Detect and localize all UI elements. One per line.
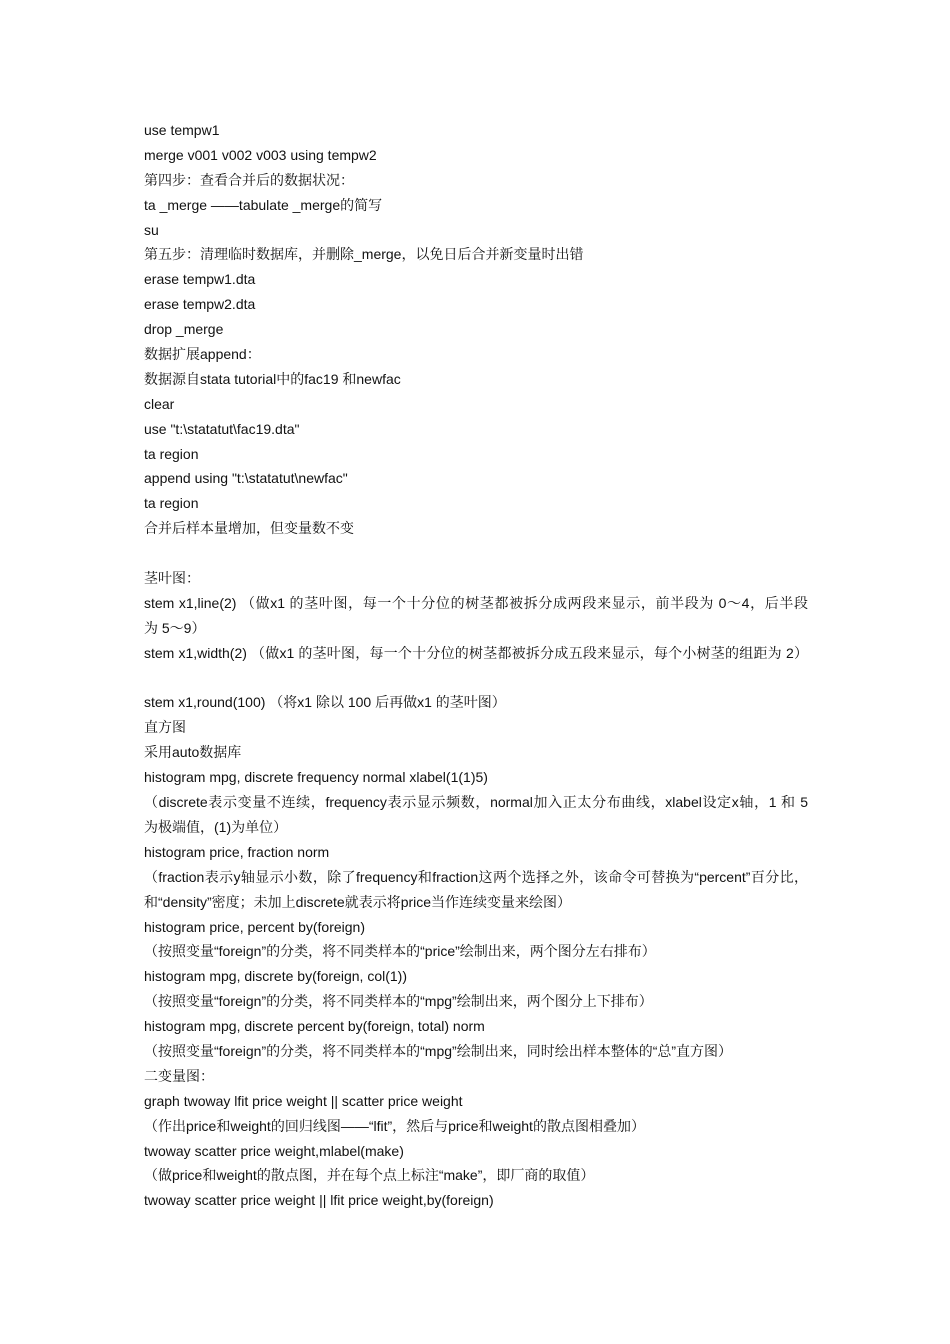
- text-line: 合并后样本量增加，但变量数不变: [144, 520, 354, 537]
- text-line: （fraction表示y轴显示小数，除了frequency和fraction这两个选择之外，该命令可替换为“percent”百分比，: [144, 868, 808, 885]
- text-line: （按照变量“foreign”的分类，将不同类样本的“price”绘制出来，两个图分左右排布）: [144, 943, 656, 960]
- blank-line: [144, 541, 808, 566]
- text-line: histogram mpg, discrete frequency normal xlabel(1(1)5): [144, 769, 488, 786]
- text-line: stem x1,line(2) （做x1 的茎叶图，每一个十分位的树茎都被拆分成两段来显示，前半段为 0～4，后半段: [144, 594, 808, 611]
- text-line: clear: [144, 395, 175, 412]
- section-heading: 茎叶图：: [144, 570, 200, 587]
- text-line: 数据源自stata tutorial中的fac19 和newfac: [144, 370, 401, 387]
- text-line: 为极端值，(1)为单位）: [144, 818, 288, 835]
- text-line: histogram mpg, discrete by(foreign, col(1)): [144, 968, 407, 985]
- text-line: graph twoway lfit price weight || scatter price weight: [144, 1092, 463, 1109]
- text-line: stem x1,width(2) （做x1 的茎叶图，每一个十分位的树茎都被拆分成五段来显示，每个小树茎的组距为 2）: [144, 644, 808, 661]
- text-line: ta region: [144, 495, 199, 512]
- text-line: （discrete表示变量不连续，frequency表示显示频数，normal加入正太分布曲线，xlabel设定x轴，1 和 5: [144, 794, 808, 811]
- section-heading: 二变量图：: [144, 1067, 214, 1084]
- text-line: （按照变量“foreign”的分类，将不同类样本的“mpg”绘制出来，同时绘出样本整体的“总”直方图）: [144, 1042, 733, 1059]
- text-line: 第四步：查看合并后的数据状况：: [144, 171, 354, 188]
- text-line: su: [144, 221, 159, 238]
- text-line: append using "t:\statatut\newfac": [144, 470, 348, 487]
- text-line: histogram price, percent by(foreign): [144, 918, 365, 935]
- text-line: twoway scatter price weight,mlabel(make): [144, 1142, 404, 1159]
- text-line: drop _merge: [144, 321, 224, 338]
- section-heading: 直方图: [144, 719, 186, 736]
- text-line: merge v001 v002 v003 using tempw2: [144, 146, 377, 163]
- text-line: stem x1,round(100) （将x1 除以 100 后再做x1 的茎叶图）: [144, 694, 506, 711]
- text-line: twoway scatter price weight || lfit price weight,by(foreign): [144, 1192, 494, 1209]
- text-line: （按照变量“foreign”的分类，将不同类样本的“mpg”绘制出来，两个图分上下排布）: [144, 993, 653, 1010]
- text-line: ta _merge ——tabulate _merge的简写: [144, 196, 383, 213]
- text-line: （做price和weight的散点图，并在每个点上标注“make”，即厂商的取值）: [144, 1167, 595, 1184]
- text-line: erase tempw1.dta: [144, 271, 256, 288]
- blank-line: [144, 666, 808, 691]
- text-line: histogram price, fraction norm: [144, 843, 330, 860]
- text-line: 数据扩展append：: [144, 346, 261, 363]
- text-line: use tempw1: [144, 122, 220, 138]
- text-line: ta region: [144, 445, 199, 462]
- text-line: erase tempw2.dta: [144, 296, 256, 313]
- text-line: histogram mpg, discrete percent by(foreign, total) norm: [144, 1018, 485, 1035]
- text-line: 为 5～9）: [144, 619, 206, 636]
- text-line: use "t:\statatut\fac19.dta": [144, 420, 300, 437]
- document-body: [144, 118, 808, 1213]
- text-line: （作出price和weight的回归线图——“lfit”，然后与price和weight的散点图相叠加）: [144, 1117, 645, 1134]
- text-line: 第五步：清理临时数据库，并删除_merge，以免日后合并新变量时出错: [144, 246, 584, 263]
- text-line: 采用auto数据库: [144, 744, 242, 761]
- text-line: 和“density”密度；未加上discrete就表示将price当作连续变量来绘图）: [144, 893, 572, 910]
